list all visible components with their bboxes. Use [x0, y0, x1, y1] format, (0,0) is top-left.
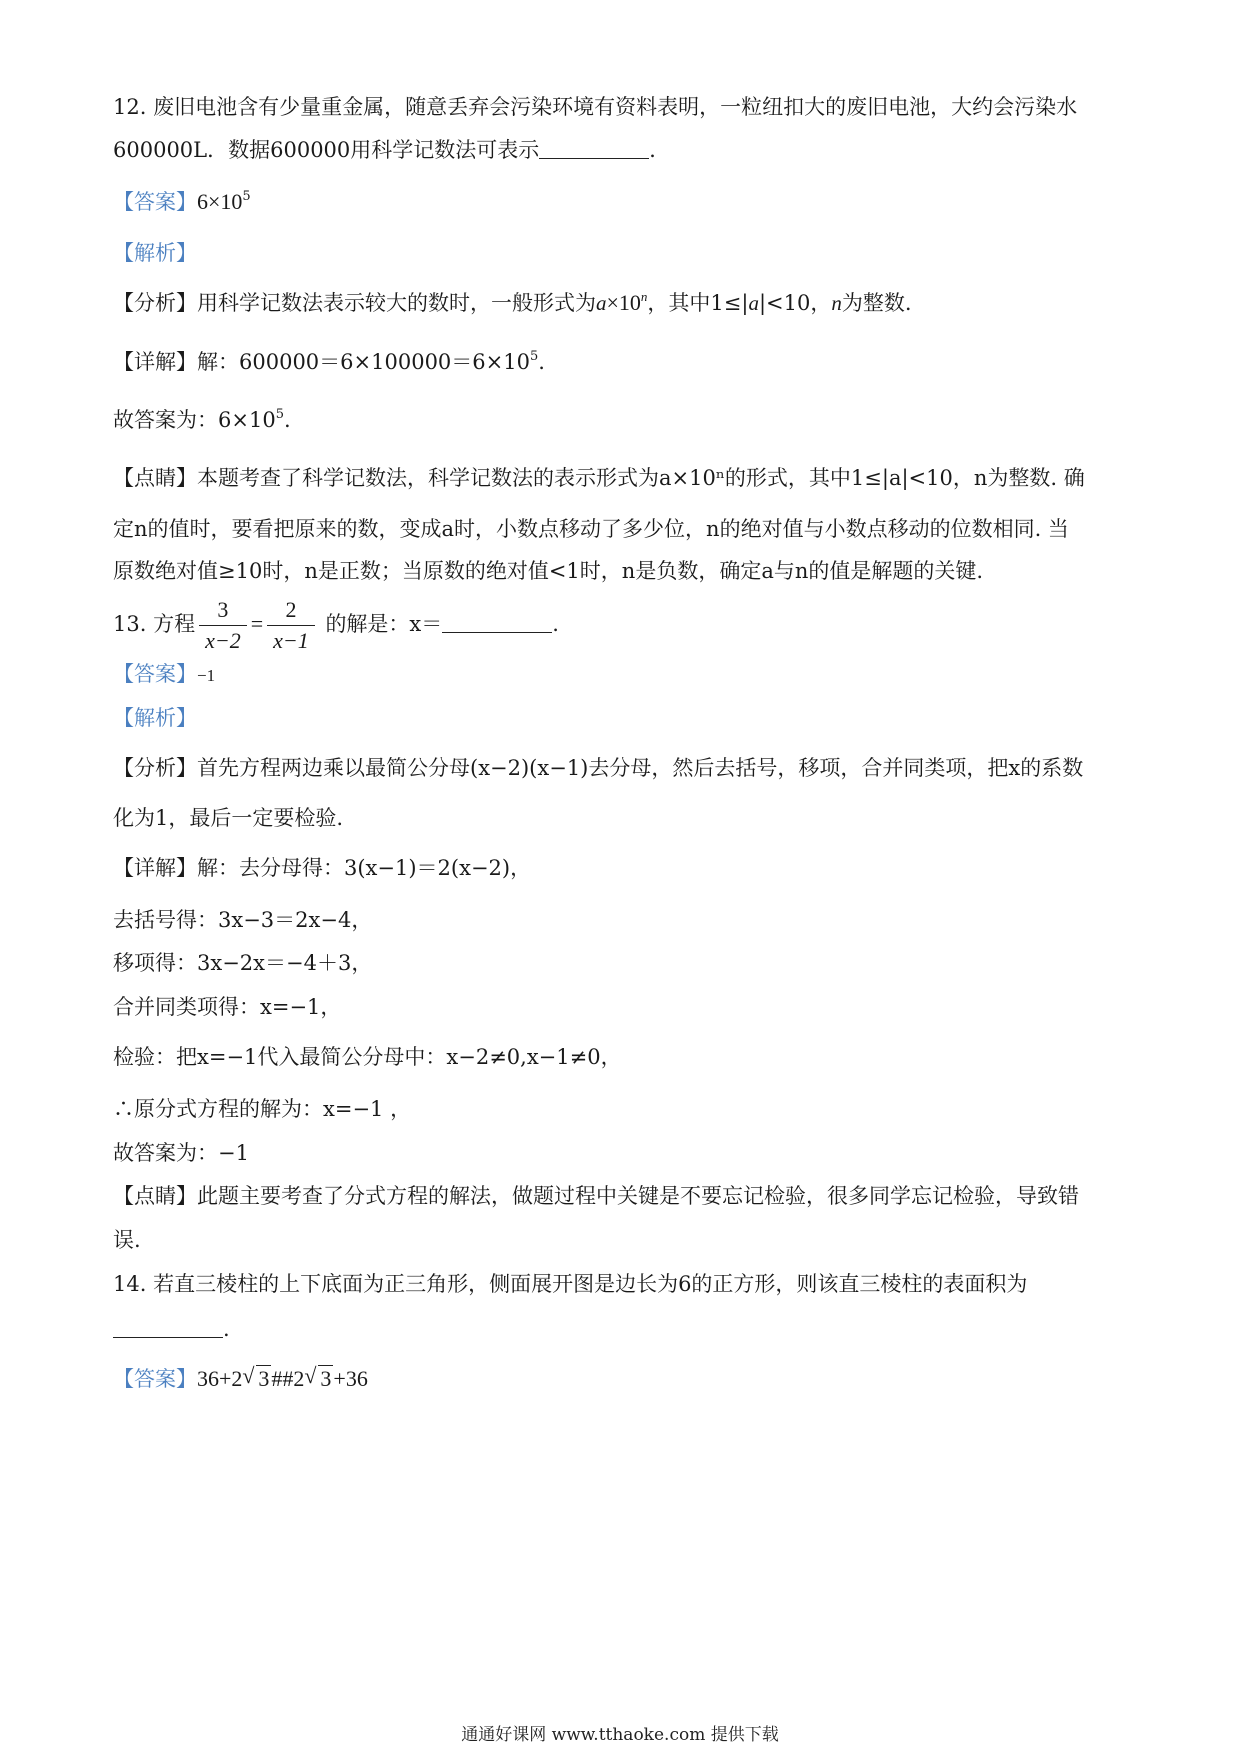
q13-detail-line [113, 853, 1130, 883]
detail-label: 【详解】 [113, 856, 197, 880]
q13-step2-text: 移项得：3x−2x＝−4＋3， [113, 951, 373, 975]
page-footer: 通通好课网 www.tthaoke.com 提供下载 [461, 1725, 779, 1745]
q13-comment-line1 [113, 1181, 1130, 1211]
q12-detail-line [113, 347, 1130, 377]
q13-fenxi-line1 [113, 753, 1130, 783]
q13-equals: = [250, 611, 264, 636]
q13-answer-blank[interactable] [442, 614, 552, 633]
q13-fenxi-text1: 首先方程两边乘以最简公分母(x−2)(x−1)去分母，然后去括号，移项，合并同类项，把x的系数 [197, 756, 1084, 780]
q13-detail-text: 解：去分母得：3(x−1)＝2(x−2)， [197, 856, 532, 880]
q13-frac1-numerator: 3 [217, 597, 229, 622]
q12-fenxi-a2: a [748, 291, 759, 315]
q13-fenxi-line2 [113, 803, 1130, 833]
q12-comment-text1: 本题考查了科学记数法，科学记数法的表示形式为a×10ⁿ的形式，其中1≤|a|<10，n为整数. 确 [197, 466, 1085, 490]
answer-label: 【答案】 [113, 1367, 197, 1391]
q12-answer-value: 6×10 [197, 189, 243, 214]
q12-comment-line1 [113, 463, 1130, 493]
q13-stem-line [113, 593, 1130, 655]
q13-analysis-line [113, 703, 1130, 733]
analysis-label: 【解析】 [113, 241, 197, 265]
q12-detail-text: 解：600000＝6×100000＝6×10 [197, 350, 530, 374]
q14-radicand2: 3 [320, 1366, 332, 1391]
q14-answer-blank[interactable] [113, 1319, 223, 1338]
sqrt-symbol [242, 1364, 271, 1394]
q13-step4 [113, 1042, 1130, 1072]
q12-stem-line2 [113, 135, 1130, 165]
q13-step5-text: ∴原分式方程的解为：x=−1 ， [113, 1097, 412, 1121]
q14-answer-separator: ##2 [271, 1366, 305, 1391]
q12-final-end: . [283, 408, 291, 432]
q12-answer-exponent: 5 [242, 189, 251, 204]
q12-fenxi-text-d: 为整数. [841, 291, 912, 315]
q12-analysis-line [113, 238, 1130, 268]
q13-frac1-denominator: x−2 [205, 628, 241, 653]
q13-comment-text2: 误. [113, 1228, 141, 1252]
q13-final [113, 1138, 1130, 1168]
analysis-label: 【解析】 [113, 706, 197, 730]
q12-stem-end: ． [649, 138, 671, 162]
q13-answer-line [113, 659, 1130, 691]
q14-answer-line [113, 1364, 1130, 1394]
q12-stem-line1 [113, 92, 1130, 122]
q13-step3 [113, 992, 1130, 1022]
q13-answer-value: −1 [197, 666, 216, 685]
q13-final-text: 故答案为：−1 [113, 1141, 249, 1165]
q13-fraction-right [267, 595, 315, 656]
q14-radicand1: 3 [258, 1366, 270, 1391]
q12-final-line [113, 405, 1130, 435]
q12-comment-text3: 原数绝对值≥10时，n是正数；当原数的绝对值<1时，n是负数，确定a与n的值是解题的关键. [113, 559, 984, 583]
q12-comment-line3 [113, 556, 1130, 586]
q13-step4-text: 检验：把x=−1代入最简公分母中：x−2≠0,x−1≠0， [113, 1045, 622, 1069]
q12-fenxi-exp: n [640, 289, 648, 304]
q12-final-exp: 5 [275, 407, 284, 422]
q12-fenxi-base: ×10 [606, 290, 641, 315]
q13-stem-suffix: 的解是：x＝ [325, 612, 443, 636]
fenxi-label: 【分析】 [113, 291, 197, 315]
fenxi-label: 【分析】 [113, 756, 197, 780]
q12-stem-text2: 600000L．数据600000用科学记数法可表示 [113, 138, 540, 162]
q13-comment-line2 [113, 1225, 1130, 1255]
q13-step1 [113, 905, 1130, 935]
q14-answer-part2: +36 [333, 1366, 368, 1391]
q14-answer-part1: 36+2 [197, 1366, 243, 1391]
answer-label: 【答案】 [113, 662, 197, 686]
q13-stem-end: . [552, 612, 559, 636]
q12-fenxi-text-b: ，其中1≤| [647, 291, 749, 315]
q13-frac2-denominator: x−1 [273, 628, 309, 653]
q12-comment-line2 [113, 514, 1130, 544]
q12-stem-text: 12. 废旧电池含有少量重金属，随意丢弃会污染环境有资料表明，一粒纽扣大的废旧电池，大约会污染水 [113, 95, 1078, 119]
q12-final-text: 故答案为：6×10 [113, 408, 276, 432]
answer-label: 【答案】 [113, 190, 197, 214]
q12-answer-line [113, 187, 1130, 217]
sqrt-symbol [304, 1364, 333, 1394]
q12-detail-exp: 5 [529, 349, 539, 364]
q12-fenxi-a: a [596, 291, 607, 315]
q13-comment-text1: 此题主要考查了分式方程的解法，做题过程中关键是不要忘记检验，很多同学忘记检验，导致错 [197, 1184, 1079, 1208]
q13-step5 [113, 1094, 1130, 1124]
q13-step1-text: 去括号得：3x−3＝2x−4， [113, 908, 373, 932]
comment-label: 【点睛】 [113, 466, 197, 490]
q12-detail-end: . [538, 350, 545, 374]
q14-stem-line1 [113, 1269, 1130, 1299]
q12-fenxi-line [113, 288, 1130, 318]
q14-stem-end: . [223, 1317, 230, 1341]
q13-fraction-left [199, 595, 247, 656]
q12-fenxi-text-c: |<10， [758, 291, 832, 315]
q14-stem-text: 14. 若直三棱柱的上下底面为正三角形，侧面展开图是边长为6的正方形，则该直三棱柱的表面积为 [113, 1272, 1028, 1296]
q12-comment-text2: 定n的值时，要看把原来的数，变成a时，小数点移动了多少位，n的绝对值与小数点移动的位数相同. 当 [113, 517, 1069, 541]
q12-fenxi-text: 用科学记数法表示较大的数时，一般形式为 [197, 291, 596, 315]
detail-label: 【详解】 [113, 350, 197, 374]
q13-fenxi-text2: 化为1，最后一定要检验. [113, 806, 344, 830]
q13-step2 [113, 948, 1130, 978]
q12-fenxi-n: n [831, 291, 842, 315]
q13-step3-text: 合并同类项得：x=−1， [113, 995, 342, 1019]
q13-frac2-numerator: 2 [285, 597, 297, 622]
comment-label: 【点睛】 [113, 1184, 197, 1208]
q14-stem-line2 [113, 1314, 1130, 1344]
q12-answer-blank[interactable] [539, 140, 649, 159]
q13-stem-prefix: 13. 方程 [113, 612, 196, 636]
